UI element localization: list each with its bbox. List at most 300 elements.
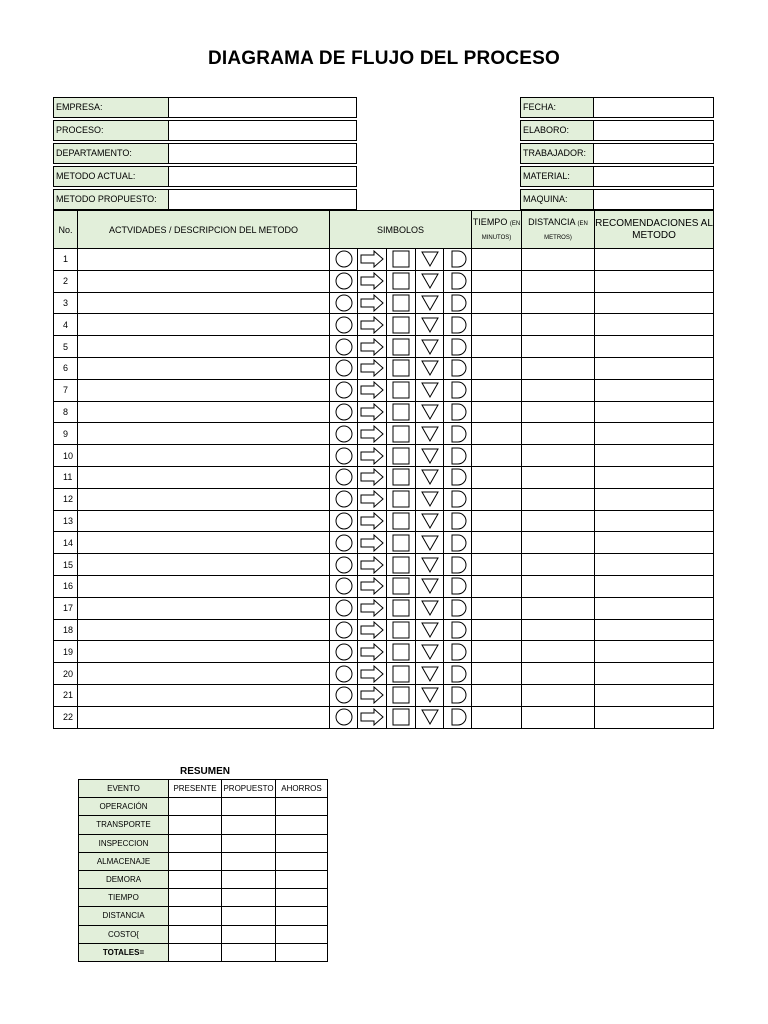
header-field-label: DEPARTAMENTO: [54,144,169,163]
circle-operation-icon[interactable] [330,357,358,379]
arrow-transport-icon[interactable] [358,532,387,554]
table-row [54,336,714,358]
square-inspection-icon[interactable] [387,488,416,510]
header-field-label: METODO PROPUESTO: [54,190,169,209]
row-number: 19 [54,641,78,663]
activity-cell[interactable] [78,445,330,467]
header-field-0[interactable] [53,97,357,118]
circle-operation-icon[interactable] [330,314,358,336]
row-number: 12 [54,488,78,510]
d-delay-icon[interactable] [444,270,472,292]
square-inspection-icon[interactable] [387,663,416,685]
header-field-4[interactable] [53,189,357,210]
activity-cell[interactable] [78,706,330,728]
arrow-transport-icon[interactable] [358,357,387,379]
square-inspection-icon[interactable] [387,292,416,314]
square-inspection-icon[interactable] [387,554,416,576]
recommendation-cell[interactable] [595,292,714,314]
activity-cell[interactable] [78,597,330,619]
summary-savings[interactable] [276,798,328,816]
activity-cell[interactable] [78,684,330,706]
recommendation-cell[interactable] [595,466,714,488]
square-inspection-icon[interactable] [387,619,416,641]
distance-cell[interactable] [522,270,595,292]
col-activities-header: ACTVIDADES / DESCRIPCION DEL METODO [78,211,330,249]
time-cell[interactable] [472,619,522,641]
circle-operation-icon[interactable] [330,597,358,619]
triangle-storage-icon[interactable] [416,641,444,663]
d-delay-icon[interactable] [444,641,472,663]
circle-operation-icon[interactable] [330,423,358,445]
summary-present[interactable] [169,798,222,816]
summary-event: TRANSPORTE [79,816,169,834]
summary-savings[interactable] [276,925,328,943]
d-delay-icon[interactable] [444,314,472,336]
activity-cell[interactable] [78,292,330,314]
triangle-storage-icon[interactable] [416,270,444,292]
activity-cell[interactable] [78,423,330,445]
distance-cell[interactable] [522,423,595,445]
header-right-field-0[interactable] [520,97,714,118]
time-cell[interactable] [472,510,522,532]
activity-cell[interactable] [78,488,330,510]
summary-savings[interactable] [276,907,328,925]
table-row [54,423,714,445]
summary-row [79,889,328,907]
activity-cell[interactable] [78,554,330,576]
triangle-storage-icon[interactable] [416,314,444,336]
activity-cell[interactable] [78,575,330,597]
time-cell[interactable] [472,706,522,728]
totals-label: TOTALES= [79,943,169,961]
activity-cell[interactable] [78,466,330,488]
circle-operation-icon[interactable] [330,488,358,510]
summary-proposed[interactable] [222,907,276,925]
summary-header: EVENTO [79,780,169,798]
time-cell[interactable] [472,379,522,401]
row-number: 11 [54,466,78,488]
activity-cell[interactable] [78,249,330,271]
activity-cell[interactable] [78,663,330,685]
col-distance-header: DISTANCIA (EN METROS) [522,211,595,249]
header-field-2[interactable] [53,143,357,164]
summary-event: DEMORA [79,870,169,888]
table-row [54,445,714,467]
row-number: 7 [54,379,78,401]
triangle-storage-icon[interactable] [416,466,444,488]
d-delay-icon[interactable] [444,532,472,554]
square-inspection-icon[interactable] [387,641,416,663]
circle-operation-icon[interactable] [330,445,358,467]
circle-operation-icon[interactable] [330,532,358,554]
summary-totals-row [79,943,328,961]
time-cell[interactable] [472,423,522,445]
arrow-transport-icon[interactable] [358,292,387,314]
d-delay-icon[interactable] [444,445,472,467]
arrow-transport-icon[interactable] [358,619,387,641]
triangle-storage-icon[interactable] [416,401,444,423]
distance-cell[interactable] [522,401,595,423]
recommendation-cell[interactable] [595,554,714,576]
row-number: 21 [54,684,78,706]
summary-savings[interactable] [276,889,328,907]
distance-cell[interactable] [522,532,595,554]
distance-cell[interactable] [522,597,595,619]
distance-cell[interactable] [522,554,595,576]
arrow-transport-icon[interactable] [358,336,387,358]
time-cell[interactable] [472,663,522,685]
header-right-field-3[interactable] [520,166,714,187]
circle-operation-icon[interactable] [330,270,358,292]
col-symbols-header: SIMBOLOS [330,211,472,249]
summary-proposed[interactable] [222,870,276,888]
row-number: 1 [54,249,78,271]
recommendation-cell[interactable] [595,619,714,641]
square-inspection-icon[interactable] [387,314,416,336]
recommendation-cell[interactable] [595,445,714,467]
header-right-field-2[interactable] [520,143,714,164]
table-row [54,357,714,379]
square-inspection-icon[interactable] [387,423,416,445]
table-row [54,488,714,510]
d-delay-icon[interactable] [444,706,472,728]
triangle-storage-icon[interactable] [416,336,444,358]
triangle-storage-icon[interactable] [416,619,444,641]
recommendation-cell[interactable] [595,423,714,445]
distance-cell[interactable] [522,445,595,467]
row-number: 22 [54,706,78,728]
triangle-storage-icon[interactable] [416,706,444,728]
distance-cell[interactable] [522,357,595,379]
activity-cell[interactable] [78,510,330,532]
header-field-label: PROCESO: [54,121,169,140]
circle-operation-icon[interactable] [330,554,358,576]
summary-proposed[interactable] [222,925,276,943]
table-row [54,510,714,532]
distance-cell[interactable] [522,314,595,336]
distance-cell[interactable] [522,336,595,358]
summary-proposed[interactable] [222,889,276,907]
circle-operation-icon[interactable] [330,706,358,728]
d-delay-icon[interactable] [444,379,472,401]
arrow-transport-icon[interactable] [358,249,387,271]
triangle-storage-icon[interactable] [416,663,444,685]
distance-cell[interactable] [522,706,595,728]
arrow-transport-icon[interactable] [358,575,387,597]
circle-operation-icon[interactable] [330,379,358,401]
table-row [54,249,714,271]
activity-cell[interactable] [78,357,330,379]
circle-operation-icon[interactable] [330,684,358,706]
totals-savings[interactable] [276,943,328,961]
triangle-storage-icon[interactable] [416,488,444,510]
summary-proposed[interactable] [222,834,276,852]
row-number: 15 [54,554,78,576]
d-delay-icon[interactable] [444,466,472,488]
recommendation-cell[interactable] [595,575,714,597]
time-cell[interactable] [472,445,522,467]
d-delay-icon[interactable] [444,488,472,510]
summary-present[interactable] [169,870,222,888]
square-inspection-icon[interactable] [387,510,416,532]
activity-cell[interactable] [78,379,330,401]
time-cell[interactable] [472,488,522,510]
summary-event: TIEMPO [79,889,169,907]
header-right-field-1[interactable] [520,120,714,141]
summary-event: ALMACENAJE [79,852,169,870]
time-cell[interactable] [472,532,522,554]
recommendation-cell[interactable] [595,379,714,401]
circle-operation-icon[interactable] [330,663,358,685]
circle-operation-icon[interactable] [330,249,358,271]
distance-cell[interactable] [522,663,595,685]
recommendation-cell[interactable] [595,532,714,554]
d-delay-icon[interactable] [444,357,472,379]
triangle-storage-icon[interactable] [416,510,444,532]
totals-present[interactable] [169,943,222,961]
table-row [54,597,714,619]
header-right-label: MAQUINA: [521,190,594,209]
distance-cell[interactable] [522,619,595,641]
d-delay-icon[interactable] [444,249,472,271]
recommendation-cell[interactable] [595,597,714,619]
summary-present[interactable] [169,925,222,943]
distance-cell[interactable] [522,466,595,488]
square-inspection-icon[interactable] [387,706,416,728]
time-cell[interactable] [472,597,522,619]
circle-operation-icon[interactable] [330,510,358,532]
triangle-storage-icon[interactable] [416,379,444,401]
triangle-storage-icon[interactable] [416,357,444,379]
table-row [54,684,714,706]
page-title: DIAGRAMA DE FLUJO DEL PROCESO [207,48,561,69]
recommendation-cell[interactable] [595,314,714,336]
square-inspection-icon[interactable] [387,336,416,358]
triangle-storage-icon[interactable] [416,445,444,467]
distance-cell[interactable] [522,379,595,401]
d-delay-icon[interactable] [444,401,472,423]
square-inspection-icon[interactable] [387,466,416,488]
recommendation-cell[interactable] [595,270,714,292]
col-time-header: TIEMPO (EN MINUTOS) [472,211,522,249]
triangle-storage-icon[interactable] [416,597,444,619]
header-right-field-4[interactable] [520,189,714,210]
d-delay-icon[interactable] [444,663,472,685]
activity-cell[interactable] [78,401,330,423]
distance-cell[interactable] [522,575,595,597]
summary-savings[interactable] [276,816,328,834]
triangle-storage-icon[interactable] [416,684,444,706]
header-right-label: ELABORO: [521,121,594,140]
header-right-label: FECHA: [521,98,594,117]
recommendation-cell[interactable] [595,663,714,685]
d-delay-icon[interactable] [444,554,472,576]
arrow-transport-icon[interactable] [358,466,387,488]
summary-event: DISTANCIA [79,907,169,925]
recommendation-cell[interactable] [595,684,714,706]
time-cell[interactable] [472,575,522,597]
recommendation-cell[interactable] [595,249,714,271]
row-number: 8 [54,401,78,423]
row-number: 6 [54,357,78,379]
square-inspection-icon[interactable] [387,357,416,379]
circle-operation-icon[interactable] [330,292,358,314]
summary-present[interactable] [169,889,222,907]
activity-cell[interactable] [78,336,330,358]
summary-proposed[interactable] [222,816,276,834]
recommendation-cell[interactable] [595,706,714,728]
square-inspection-icon[interactable] [387,575,416,597]
triangle-storage-icon[interactable] [416,532,444,554]
row-number: 20 [54,663,78,685]
time-cell[interactable] [472,401,522,423]
arrow-transport-icon[interactable] [358,706,387,728]
arrow-transport-icon[interactable] [358,684,387,706]
distance-cell[interactable] [522,249,595,271]
arrow-transport-icon[interactable] [358,597,387,619]
summary-row [79,834,328,852]
distance-cell[interactable] [522,684,595,706]
recommendation-cell[interactable] [595,510,714,532]
triangle-storage-icon[interactable] [416,292,444,314]
arrow-transport-icon[interactable] [358,488,387,510]
summary-savings[interactable] [276,834,328,852]
arrow-transport-icon[interactable] [358,314,387,336]
time-cell[interactable] [472,684,522,706]
header-field-1[interactable] [53,120,357,141]
arrow-transport-icon[interactable] [358,445,387,467]
time-cell[interactable] [472,292,522,314]
summary-proposed[interactable] [222,852,276,870]
square-inspection-icon[interactable] [387,401,416,423]
table-row [54,401,714,423]
arrow-transport-icon[interactable] [358,641,387,663]
triangle-storage-icon[interactable] [416,423,444,445]
square-inspection-icon[interactable] [387,684,416,706]
recommendation-cell[interactable] [595,401,714,423]
time-cell[interactable] [472,357,522,379]
circle-operation-icon[interactable] [330,336,358,358]
row-number: 9 [54,423,78,445]
square-inspection-icon[interactable] [387,597,416,619]
circle-operation-icon[interactable] [330,401,358,423]
header-field-label: EMPRESA: [54,98,169,117]
arrow-transport-icon[interactable] [358,401,387,423]
summary-event: OPERACIÓN [79,798,169,816]
triangle-storage-icon[interactable] [416,249,444,271]
summary-savings[interactable] [276,852,328,870]
d-delay-icon[interactable] [444,575,472,597]
summary-header: AHORROS [276,780,328,798]
recommendation-cell[interactable] [595,488,714,510]
table-row [54,532,714,554]
recommendation-cell[interactable] [595,336,714,358]
d-delay-icon[interactable] [444,423,472,445]
circle-operation-icon[interactable] [330,575,358,597]
time-cell[interactable] [472,641,522,663]
square-inspection-icon[interactable] [387,532,416,554]
triangle-storage-icon[interactable] [416,554,444,576]
time-cell[interactable] [472,466,522,488]
table-row [54,575,714,597]
row-number: 18 [54,619,78,641]
arrow-transport-icon[interactable] [358,270,387,292]
circle-operation-icon[interactable] [330,641,358,663]
d-delay-icon[interactable] [444,510,472,532]
summary-row [79,870,328,888]
table-row [54,270,714,292]
activity-cell[interactable] [78,270,330,292]
process-table [53,210,714,729]
col-recommendations-header: RECOMENDACIONES AL METODO [595,211,714,249]
arrow-transport-icon[interactable] [358,554,387,576]
distance-cell[interactable] [522,641,595,663]
summary-savings[interactable] [276,870,328,888]
d-delay-icon[interactable] [444,597,472,619]
time-cell[interactable] [472,270,522,292]
row-number: 14 [54,532,78,554]
header-right-label: TRABAJADOR: [521,144,594,163]
square-inspection-icon[interactable] [387,379,416,401]
time-cell[interactable] [472,554,522,576]
activity-cell[interactable] [78,532,330,554]
summary-proposed[interactable] [222,798,276,816]
triangle-storage-icon[interactable] [416,575,444,597]
d-delay-icon[interactable] [444,619,472,641]
recommendation-cell[interactable] [595,641,714,663]
table-row [54,619,714,641]
summary-present[interactable] [169,852,222,870]
summary-present[interactable] [169,907,222,925]
activity-cell[interactable] [78,641,330,663]
distance-cell[interactable] [522,510,595,532]
row-number: 13 [54,510,78,532]
summary-present[interactable] [169,834,222,852]
d-delay-icon[interactable] [444,292,472,314]
arrow-transport-icon[interactable] [358,423,387,445]
square-inspection-icon[interactable] [387,249,416,271]
distance-cell[interactable] [522,292,595,314]
header-field-3[interactable] [53,166,357,187]
row-number: 5 [54,336,78,358]
summary-row [79,852,328,870]
activity-cell[interactable] [78,314,330,336]
time-cell[interactable] [472,249,522,271]
summary-event: INSPECCION [79,834,169,852]
time-cell[interactable] [472,336,522,358]
arrow-transport-icon[interactable] [358,379,387,401]
d-delay-icon[interactable] [444,684,472,706]
summary-row [79,925,328,943]
circle-operation-icon[interactable] [330,619,358,641]
square-inspection-icon[interactable] [387,445,416,467]
activity-cell[interactable] [78,619,330,641]
table-row [54,554,714,576]
arrow-transport-icon[interactable] [358,663,387,685]
row-number: 17 [54,597,78,619]
recommendation-cell[interactable] [595,357,714,379]
summary-present[interactable] [169,816,222,834]
arrow-transport-icon[interactable] [358,510,387,532]
circle-operation-icon[interactable] [330,466,358,488]
totals-proposed[interactable] [222,943,276,961]
d-delay-icon[interactable] [444,336,472,358]
summary-event: COSTO{ [79,925,169,943]
distance-cell[interactable] [522,488,595,510]
time-cell[interactable] [472,314,522,336]
square-inspection-icon[interactable] [387,270,416,292]
table-row [54,706,714,728]
